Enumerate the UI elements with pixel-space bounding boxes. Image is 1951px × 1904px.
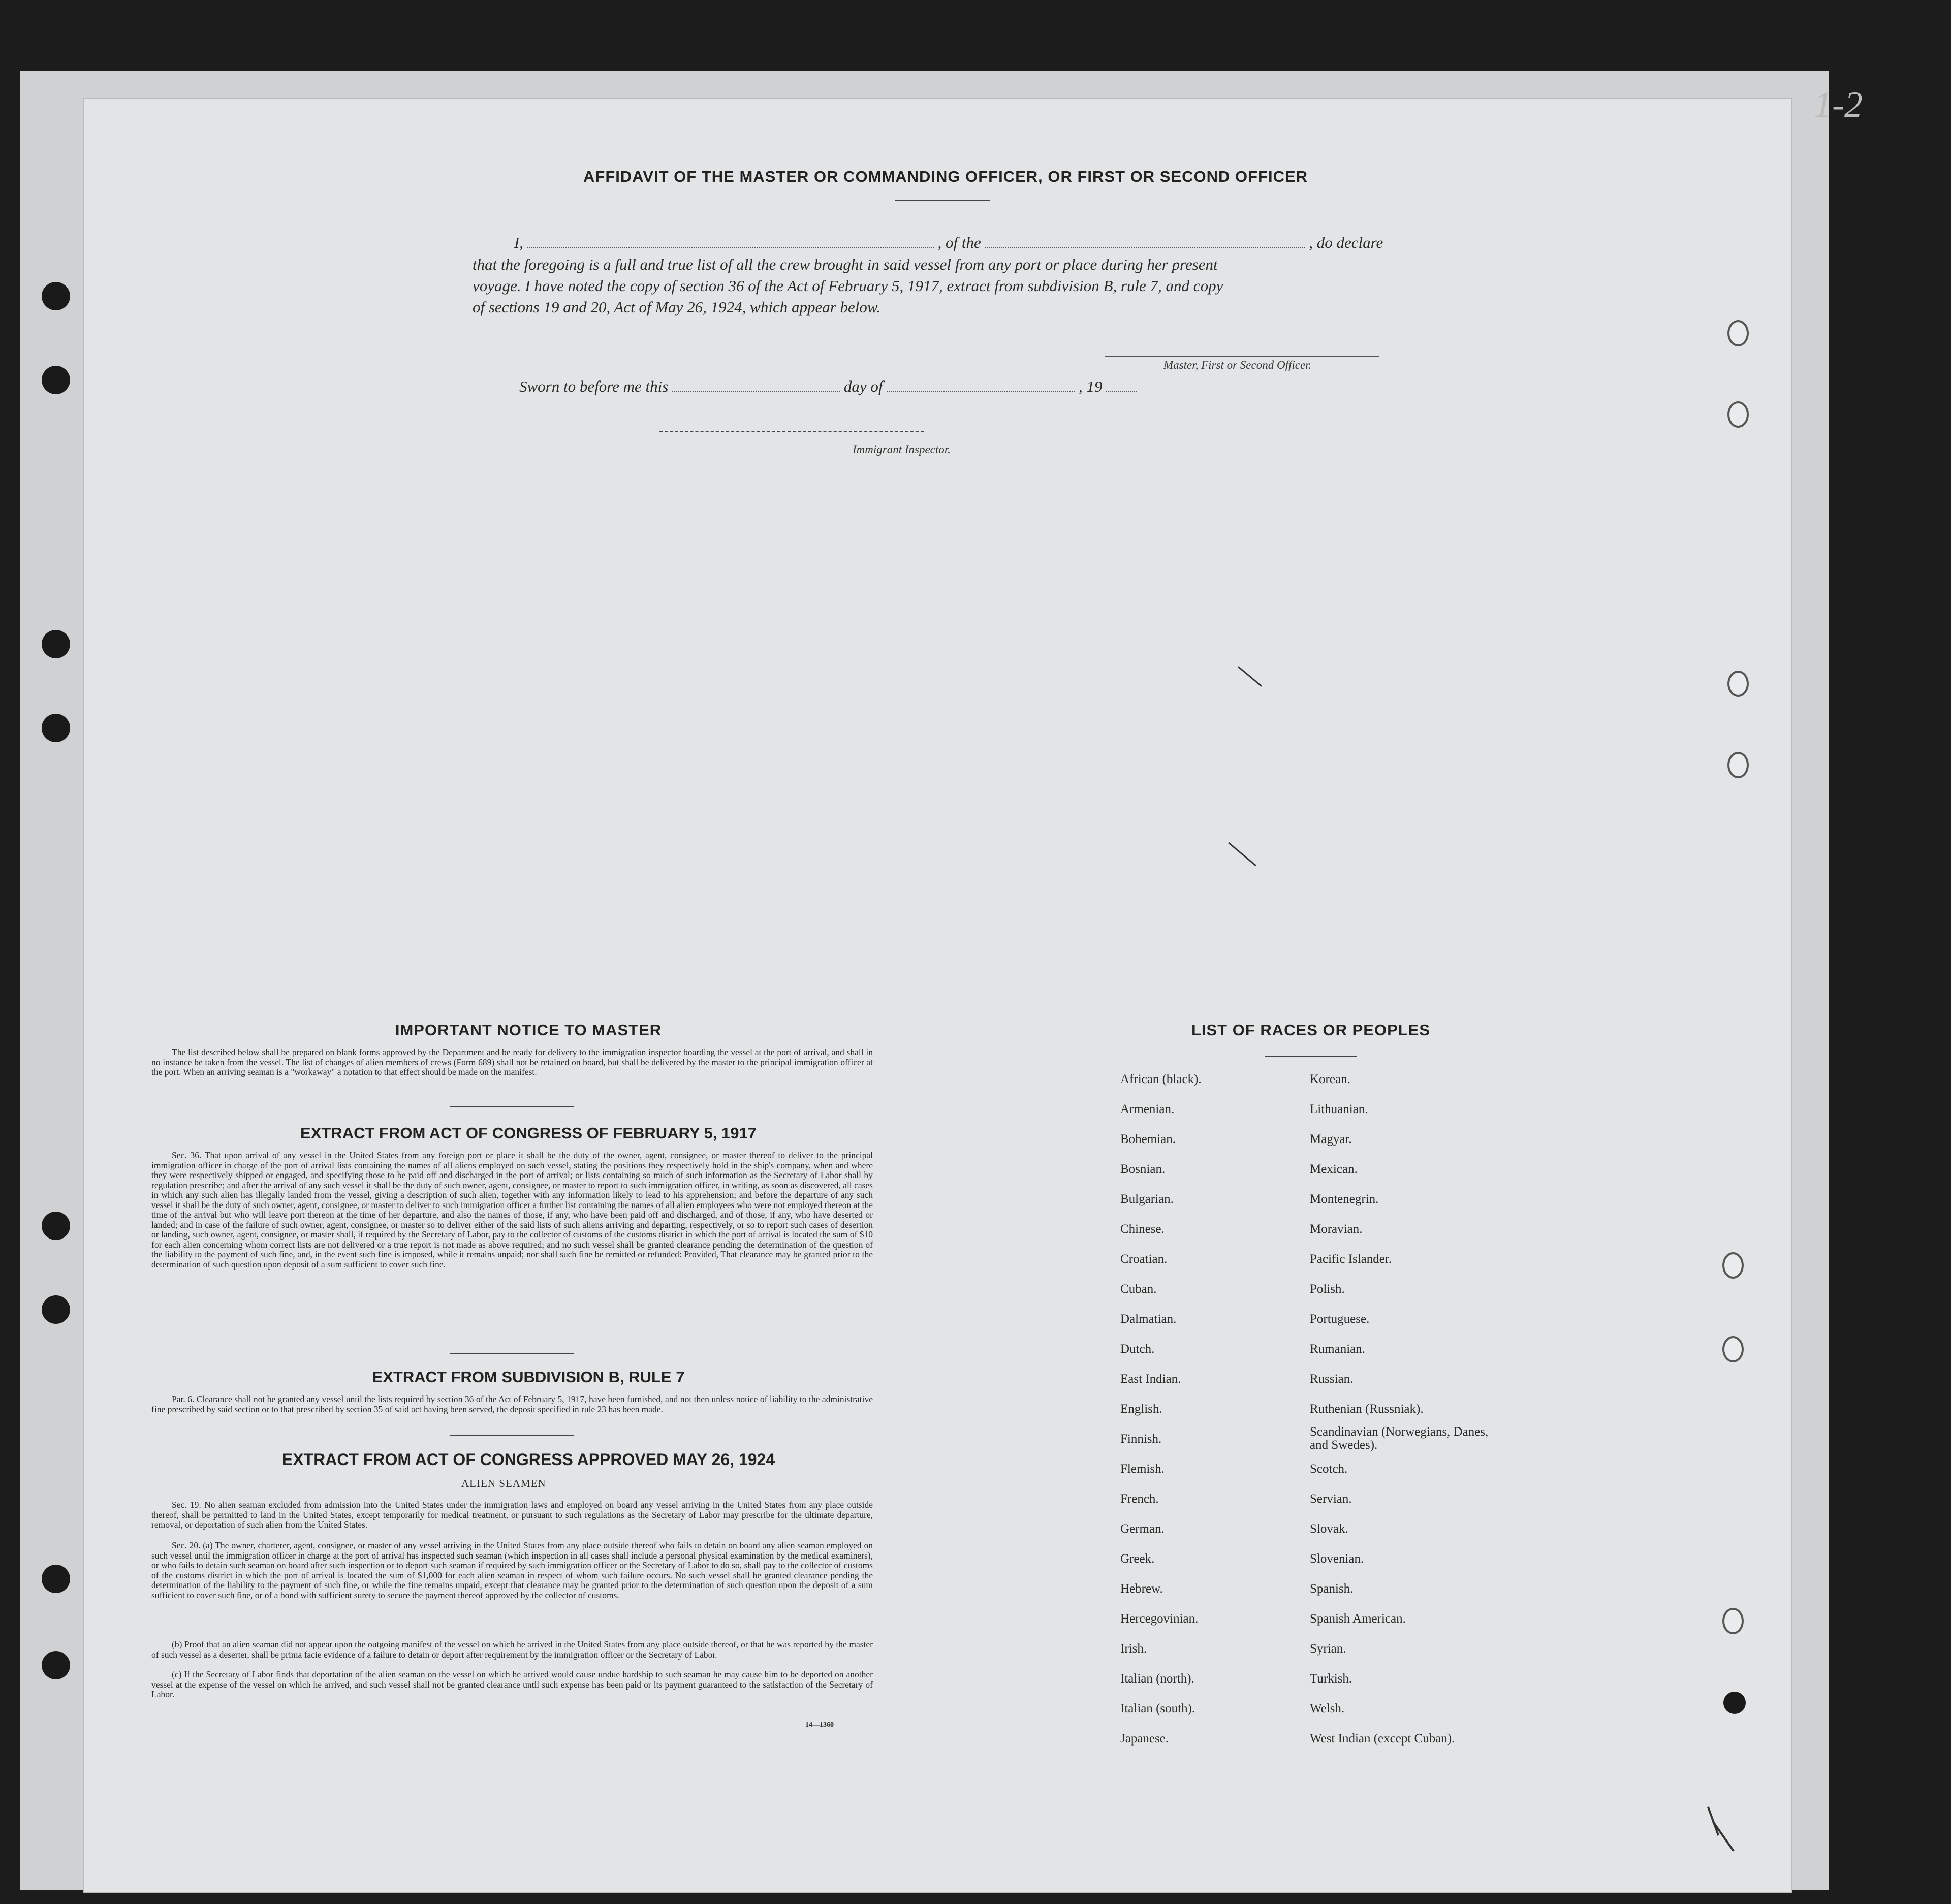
punch-hole bbox=[1723, 1692, 1746, 1714]
punch-hole bbox=[42, 1295, 70, 1324]
race-item: Rumanian. bbox=[1310, 1342, 1366, 1356]
race-item: Moravian. bbox=[1310, 1222, 1363, 1236]
title-underline bbox=[895, 200, 990, 201]
affidavit-line-4: of sections 19 and 20, Act of May 26, 1924, which appear below. bbox=[473, 298, 881, 316]
race-item: Japanese. bbox=[1120, 1732, 1169, 1746]
race-item: Slovenian. bbox=[1310, 1552, 1364, 1566]
punch-hole bbox=[42, 282, 70, 310]
races-title-underline bbox=[1265, 1056, 1357, 1057]
race-item: Bosnian. bbox=[1120, 1162, 1166, 1176]
race-item: Scotch. bbox=[1310, 1462, 1348, 1476]
race-item: Ruthenian (Russniak). bbox=[1310, 1402, 1424, 1416]
subdivision-title: EXTRACT FROM SUBDIVISION B, RULE 7 bbox=[372, 1368, 685, 1386]
race-item: Greek. bbox=[1120, 1552, 1155, 1566]
race-item: Pacific Islander. bbox=[1310, 1252, 1392, 1266]
race-item: Polish. bbox=[1310, 1282, 1345, 1296]
punch-hole bbox=[42, 1212, 70, 1240]
sworn-day-of: day of bbox=[843, 377, 883, 395]
race-item: Spanish American. bbox=[1310, 1612, 1406, 1626]
race-item: Magyar. bbox=[1310, 1132, 1352, 1146]
punch-hole bbox=[42, 714, 70, 742]
race-item: Russian. bbox=[1310, 1372, 1354, 1386]
punch-hole bbox=[1727, 401, 1749, 428]
race-item: Mexican. bbox=[1310, 1162, 1358, 1176]
master-signature-line[interactable] bbox=[1105, 356, 1379, 357]
race-item: Dalmatian. bbox=[1120, 1312, 1177, 1326]
sworn-year-blank[interactable] bbox=[1106, 390, 1137, 392]
race-item: Bulgarian. bbox=[1120, 1192, 1174, 1206]
notice-title: IMPORTANT NOTICE TO MASTER bbox=[395, 1021, 662, 1039]
punch-hole bbox=[42, 1651, 70, 1679]
punch-hole bbox=[1722, 1252, 1744, 1279]
sec20c-text: (c) If the Secretary of Labor finds that deportation of the alien seaman on the vessel on which he arrived would cause undue hardship to such seaman he may cause him to be deported on another vessel at the expense of the vessel on which he arrived, and such vessel shall not be granted clearance until such expense has been paid or its payment guaranteed to the satisfaction of the Secretary of Labor. bbox=[151, 1669, 873, 1699]
punch-hole bbox=[42, 1565, 70, 1593]
punch-hole bbox=[1722, 1336, 1744, 1362]
race-item: Hebrew. bbox=[1120, 1582, 1163, 1596]
handwritten-annotation: 1-2 bbox=[1814, 84, 1863, 125]
race-item: Cuban. bbox=[1120, 1282, 1157, 1296]
race-item: Chinese. bbox=[1120, 1222, 1165, 1236]
sworn-year: , 19 bbox=[1078, 377, 1103, 395]
race-item: Montenegrin. bbox=[1310, 1192, 1379, 1206]
race-item: Spanish. bbox=[1310, 1582, 1354, 1596]
sworn-day-blank[interactable] bbox=[672, 390, 840, 392]
affidavit-declare: , do declare bbox=[1309, 234, 1383, 251]
race-item: Slovak. bbox=[1310, 1522, 1348, 1536]
race-item: Finnish. bbox=[1120, 1432, 1162, 1446]
race-item: Irish. bbox=[1120, 1642, 1147, 1656]
races-title: LIST OF RACES OR PEOPLES bbox=[1191, 1021, 1431, 1039]
race-item: Bohemian. bbox=[1120, 1132, 1176, 1146]
race-item: Welsh. bbox=[1310, 1702, 1345, 1716]
punch-hole bbox=[42, 366, 70, 394]
punch-hole bbox=[1727, 320, 1749, 346]
race-item: West Indian (except Cuban). bbox=[1310, 1732, 1455, 1746]
sworn-line bbox=[519, 377, 1464, 396]
subdivision-text: Par. 6. Clearance shall not be granted any vessel until the lists required by section 36 of the Act of February 5, 1917, have been furnished, and not then unless notice of liability to the administrative fine prescribed by said section or to that prescribed by section 35 of said act having been served, the deposit specified in rule 23 has been made. bbox=[151, 1394, 873, 1414]
affidavit-of-the: , of the bbox=[937, 234, 981, 251]
affidavit-line-2: that the foregoing is a full and true list of all the crew brought in said vessel from any port or place during her present bbox=[473, 256, 1218, 273]
race-item: English. bbox=[1120, 1402, 1162, 1416]
race-item: French. bbox=[1120, 1492, 1159, 1506]
extract-1917-title: EXTRACT FROM ACT OF CONGRESS OF FEBRUARY 5, 1917 bbox=[300, 1124, 757, 1142]
affidavit-line-1 bbox=[473, 234, 1418, 252]
sworn-month-blank[interactable] bbox=[887, 390, 1075, 392]
document-page bbox=[84, 99, 1791, 1892]
race-item: Hercegovinian. bbox=[1120, 1612, 1199, 1626]
race-item: East Indian. bbox=[1120, 1372, 1181, 1386]
sec19-text: Sec. 19. No alien seaman excluded from admission into the United States under the immigration laws and employed on board any vessel arriving in the United States from any place outside thereof, shall be permitted to land in the United States, except temporarily for medical treatment, or pursuant to such regulations as the Secretary of Labor may prescribe for the ultimate departure, removal, or deportation of such alien from the United States. bbox=[151, 1500, 873, 1530]
race-item: Servian. bbox=[1310, 1492, 1352, 1506]
sec20a-text: Sec. 20. (a) The owner, charterer, agent, consignee, or master of any vessel arriving in the United States from any place outside thereof who fails to detain on board any alien seaman employed on such vessel until the immigration officer in charge at the port of arrival has inspected such seaman (which inspection in all cases shall include a personal physical examination by the medical examiners), or who fails to detain such seaman on board after such inspection or to deport such seaman if required by such immigration officer or the Secretary of Labor to do so, shall pay to the collector of customs of the customs district in which the port of arrival is located the sum of $1,000 for each alien seaman in respect of whom such failure occurs. No such vessel shall be granted clearance pending the determination of the liability to the payment of such fine, or while the fine remains unpaid, except that clearance may be granted prior to the determination of such question upon the deposit of a sum sufficient to cover such fine, or of a bond with sufficient surety to secure the payment thereof approved by the collector of customs. bbox=[151, 1540, 873, 1600]
alien-seamen-subtitle: ALIEN SEAMEN bbox=[461, 1477, 546, 1489]
extract-1917-text: Sec. 36. That upon arrival of any vessel in the United States from any foreign port or place it shall be the duty of the owner, agent, consignee, or master thereof to deliver to the principal immigration officer in charge of the port of arrival lists containing the names of all aliens employed on such vessel, stating the positions they respectively hold in the ship's company, when and where they were respectively shipped or engaged, and specifying those to be paid off and discharged in the port of arrival; or lists containing so much of such information as the Secretary of Labor shall by regulation prescribe; and after the arrival of any such vessel it shall be the duty of such owner, agent, consignee, or master to report to such immigration officer, in writing, as soon as discovered, all cases in which any such alien has illegally landed from the vessel, giving a description of such alien, together with any information likely to lead to his apprehension; and before the departure of any such vessel it shall be the duty of such owner, agent, consignee, or master to deliver to such immigration officer a further list containing the names of all alien employees who were not employed thereon at the time of the arrival but who will leave port thereon at the time of her departure, and also the names of those, if any, who have been paid off and discharged, and of those, if any, who have deserted or landed; and in case of the failure of such owner, agent, consignee, or master so to deliver either of the said lists of such aliens arriving and departing, respectively, or so to report such cases of desertion or landing, such owner, agent, consignee, or master shall, if required by the Secretary of Labor, pay to the collector of customs of the customs district in which the port of arrival is located the sum of $10 for each alien concerning whom correct lists are not delivered or a true report is not made as above required; and no such vessel shall be granted clearance pending the determination of the question of the liability to the payment of such fine, and, in the event such fine is imposed, while it remains unpaid; nor shall such fine be remitted or refunded: Provided, That clearance may be granted prior to the determination of such question upon deposit of a sum sufficient to cover such fine. bbox=[151, 1150, 873, 1270]
sworn-text: Sworn to before me this bbox=[519, 377, 669, 395]
race-item: German. bbox=[1120, 1522, 1165, 1536]
notice-text: The list described below shall be prepared on blank forms approved by the Department and be ready for delivery to the immigration inspector boarding the vessel at the port of arrival, and shall in no instance be taken from the vessel. The list of changes of alien members of crews (Form 689) shall not be retained on board, but shall be delivered by the master to the principal immigration officer at the port. When an arriving seaman is a "workaway" a notation to that effect should be made on the manifest. bbox=[151, 1047, 873, 1077]
divider bbox=[450, 1435, 574, 1436]
name-blank[interactable] bbox=[527, 246, 934, 248]
affidavit-line-3: voyage. I have noted the copy of section 36 of the Act of February 5, 1917, extract from subdivision B, rule 7, and copy bbox=[473, 277, 1223, 295]
divider bbox=[450, 1353, 574, 1354]
race-item: African (black). bbox=[1120, 1072, 1202, 1086]
punch-hole bbox=[1727, 671, 1749, 697]
master-signature-label: Master, First or Second Officer. bbox=[1163, 359, 1312, 371]
form-number: 14—1360 bbox=[805, 1721, 834, 1729]
affidavit-title: AFFIDAVIT OF THE MASTER OR COMMANDING OFFICER, OR FIRST OR SECOND OFFICER bbox=[583, 168, 1308, 185]
affidavit-i: I, bbox=[514, 234, 523, 251]
race-item: Dutch. bbox=[1120, 1342, 1155, 1356]
race-item: Portuguese. bbox=[1310, 1312, 1370, 1326]
race-item: Flemish. bbox=[1120, 1462, 1165, 1476]
race-item: Italian (south). bbox=[1120, 1702, 1195, 1716]
inspector-signature-label: Immigrant Inspector. bbox=[853, 443, 951, 456]
punch-hole bbox=[42, 630, 70, 658]
race-item: Scandinavian (Norwegians, Danes, and Swedes). bbox=[1310, 1425, 1489, 1452]
race-item: Italian (north). bbox=[1120, 1672, 1194, 1686]
sec20b-text: (b) Proof that an alien seaman did not appear upon the outgoing manifest of the vessel on which he arrived in the United States from any place outside thereof, or that he was reported by the master of such vessel as a deserter, shall be prima facie evidence of a failure to detain or deport after requirement by the immigration officer or the Secretary of Labor. bbox=[151, 1639, 873, 1660]
race-item: Croatian. bbox=[1120, 1252, 1168, 1266]
vessel-blank[interactable] bbox=[985, 246, 1305, 248]
race-item: Syrian. bbox=[1310, 1642, 1346, 1656]
punch-hole bbox=[1727, 752, 1749, 778]
race-item: Turkish. bbox=[1310, 1672, 1352, 1686]
divider bbox=[450, 1106, 574, 1107]
punch-hole bbox=[1722, 1608, 1744, 1634]
race-item: Korean. bbox=[1310, 1072, 1350, 1086]
race-item: Armenian. bbox=[1120, 1102, 1175, 1116]
race-item: Lithuanian. bbox=[1310, 1102, 1368, 1116]
inspector-signature-line[interactable] bbox=[659, 431, 924, 432]
extract-1924-title: EXTRACT FROM ACT OF CONGRESS APPROVED MAY 26, 1924 bbox=[281, 1450, 775, 1469]
